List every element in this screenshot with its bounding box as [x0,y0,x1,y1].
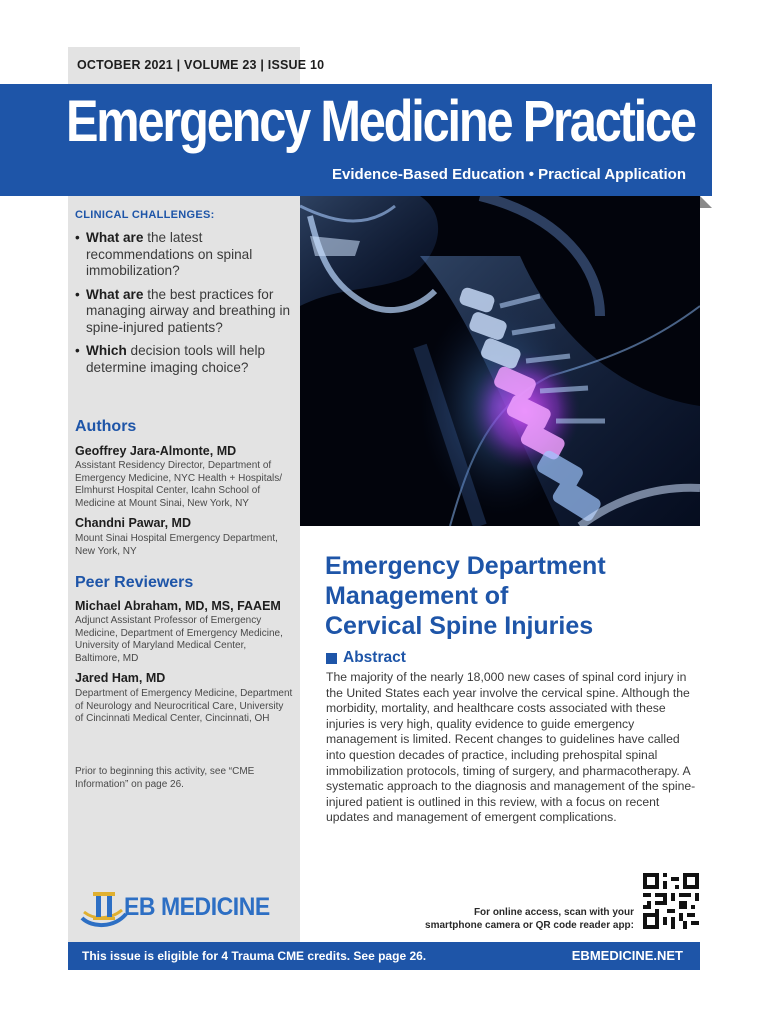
article-title-line: Emergency Department [325,552,606,580]
clinical-challenges-heading: CLINICAL CHALLENGES: [75,209,215,221]
issue-number: ISSUE 10 [267,58,325,72]
abstract-heading-label: Abstract [343,649,406,666]
website-link[interactable]: EBMEDICINE.NET [571,948,683,963]
journal-title: Emergency Medicine Practice [66,89,695,154]
challenge-text: the latest recommendations on spinal immobilization? [86,230,253,278]
xray-illustration [300,196,700,526]
challenge-lead: What are [86,230,144,245]
cme-credits-text: This issue is eligible for 4 Trauma CME credits. See page 26. [82,949,427,963]
author-affiliation: Assistant Residency Director, Department of Emergency Medicine, NYC Health + Hospitals/ Elmhurst Hospital Center, Icahn School of Medicine at Mount Sinai, New York, NY [75,460,283,509]
reviewer-affiliation: Adjunct Assistant Professor of Emergency Medicine, Department of Emergency Medicine, University of Maryland Medical Center, Baltimore, MD [75,615,283,664]
challenge-item [75,287,293,337]
abstract-heading [326,649,406,667]
issue-date: OCTOBER 2021 [77,58,173,72]
online-access-line: For online access, scan with your [473,907,634,918]
reviewer-name: Jared Ham, MD [75,671,166,685]
square-bullet-icon [326,653,337,664]
abstract-text: The majority of the nearly 18,000 new cases of spinal cord injury in the United States each year involve the cervical spine. Although the morbidity, mortality, and healthcare costs associated with these injuries is very high, quality evidence to guide emergency management is limited. Recent changes to guidelines have called into question decades of practice, including prehospital spinal immobilization protocols, timing of surgery, and pharmacotherapy. A systematic approach to the diagnosis and management of the spine-injured patient is outlined in this review, with a focus on recent updates and management of emergent complications. [326,670,696,825]
logo-text: EB MEDICINE [124,893,270,921]
cervical-spine-xray-image [300,196,700,526]
challenge-item [75,230,293,280]
issue-separator: | [176,58,181,72]
clinical-challenges-list [75,230,293,383]
article-title-line: Management of [325,582,509,610]
challenge-text: the best practices for managing airway and breathing in spine-injured patients? [86,286,291,335]
challenge-item [75,343,293,376]
challenge-lead: Which [86,343,127,358]
author-name: Chandni Pawar, MD [75,516,191,530]
challenge-text: decision tools will help determine imaging choice? [86,343,266,375]
online-access-line: smartphone camera or QR code reader app: [425,920,634,931]
qr-code-icon[interactable] [643,873,699,929]
issue-volume: VOLUME 23 [184,58,257,72]
challenge-lead: What are [86,286,144,302]
reviewer-name: Michael Abraham, MD, MS, FAAEM [75,599,281,613]
authors-heading: Authors [75,418,137,435]
reviewer-affiliation: Department of Emergency Medicine, Department of Neurology and Neurocritical Care, University of Cincinnati Medical Center, Cincinnati, OH [75,688,293,725]
qr-code-graphic [643,873,699,929]
article-title-line: Cervical Spine Injuries [325,612,594,640]
issue-separator: | [260,58,265,72]
journal-tagline: Evidence-Based Education • Practical Application [332,166,686,183]
eb-medicine-logo-icon [80,888,130,930]
online-access-text [425,906,634,932]
author-affiliation: Mount Sinai Hospital Emergency Department, New York, NY [75,533,278,557]
article-title [325,551,705,641]
peer-reviewers-heading: Peer Reviewers [75,574,194,591]
author-name: Geoffrey Jara-Almonte, MD [75,444,237,458]
issue-line [77,58,324,72]
cme-note: Prior to beginning this activity, see “CME Information” on page 26. [75,766,255,790]
corner-fold [700,196,712,208]
